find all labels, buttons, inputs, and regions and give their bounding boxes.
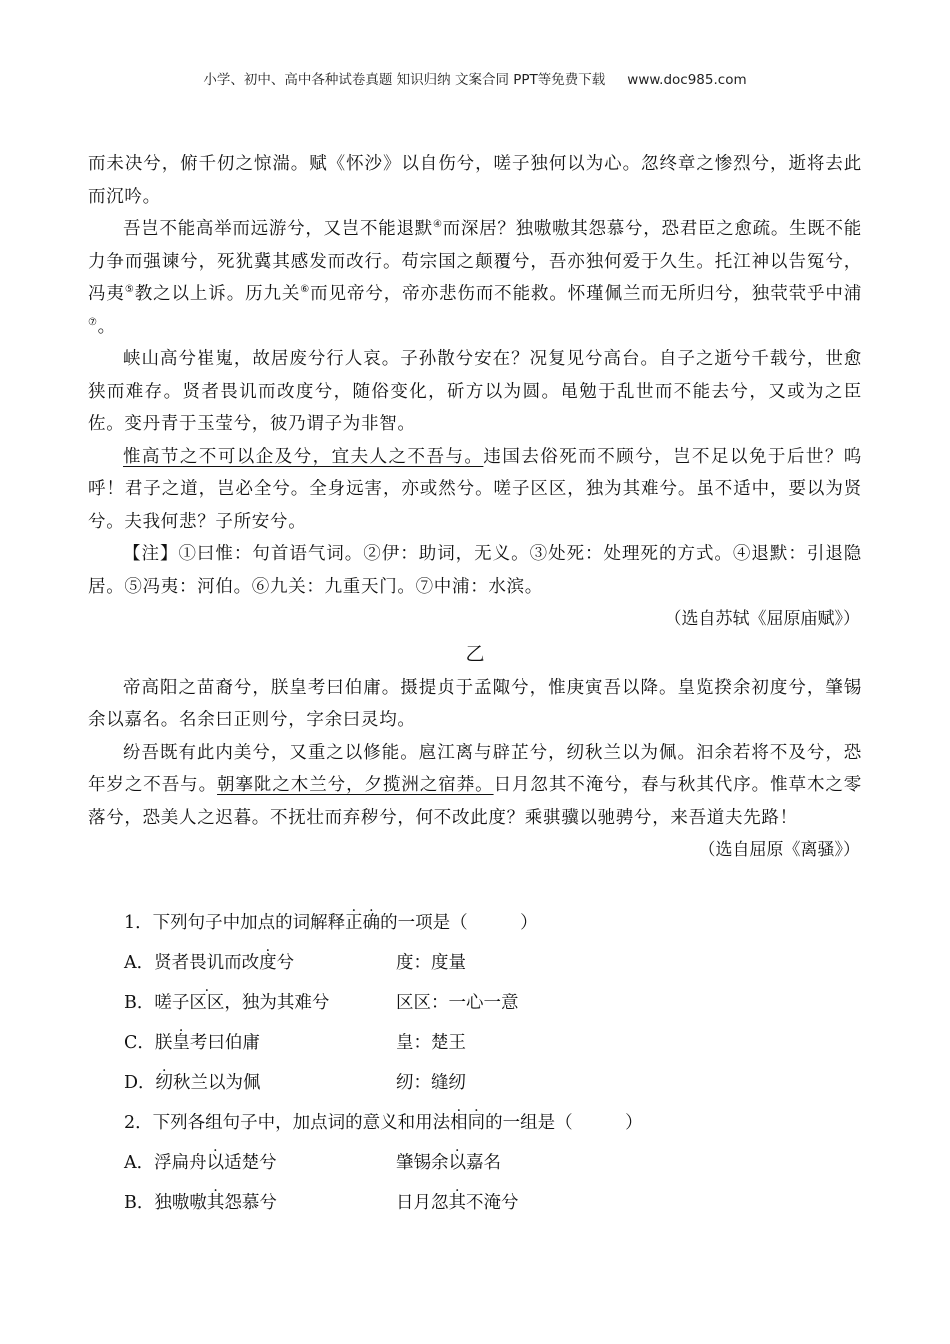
section-title-b: 乙 bbox=[465, 642, 485, 665]
option-label: C． bbox=[124, 1033, 155, 1053]
dotted-word: 区区 bbox=[189, 993, 225, 1013]
q1-dotted-char-1: 正 bbox=[345, 913, 363, 933]
q1-stem-post: 的一项是（ ） bbox=[380, 913, 538, 933]
passage-a-p3: 峡山高兮崔嵬，故居废兮行人哀。子孙散兮安在？况复见兮高台。自子之逝兮千载兮，世愈狭而难存。贤者畏讥而改度兮，随俗变化，斫方以为圆。黾勉于乱世而不能去兮，又或为之臣佐。变丹青于玉莹兮，彼乃谓子为非智。 bbox=[88, 349, 862, 434]
note-ref-4: ④ bbox=[432, 219, 443, 231]
q2-dotted-char-1: 相 bbox=[450, 1113, 468, 1133]
source-a: （选自苏轼《屈原庙赋》） bbox=[664, 609, 860, 629]
option-text: 朕 bbox=[154, 1033, 173, 1053]
passage-a-p1: 而未决兮，俯千仞之惊湍。赋《怀沙》以自伤兮，嗟子独何以为心。忽终章之惨烈兮，逝将去此而沉吟。 bbox=[88, 154, 862, 207]
passage-a-p4 bbox=[88, 441, 862, 539]
note-ref-5: ⑤ bbox=[124, 284, 135, 296]
source-b: （选自屈原《离骚》） bbox=[698, 840, 860, 860]
q2-option-b[interactable] bbox=[124, 1193, 864, 1213]
annotation-note: 【注】①曰惟：句首语气词。②伊：助词，无义。③处死：处理死的方式。④退默：引退隐居。⑤冯夷：河伯。⑥九关：九重天门。⑦中浦：水滨。 bbox=[88, 544, 862, 597]
q1-option-b[interactable] bbox=[124, 993, 864, 1013]
option-label: B． bbox=[124, 993, 155, 1013]
option-text: 考曰伯庸 bbox=[189, 1033, 260, 1053]
option-gloss: 纫：缝纫 bbox=[396, 1073, 466, 1093]
option-text: 日月忽 bbox=[396, 1193, 449, 1213]
q1-option-a[interactable] bbox=[124, 953, 864, 973]
q1-stem-pre: 1．下列句子中加点的词解释 bbox=[124, 913, 346, 933]
header-text: 小学、初中、高中各种试卷真题 知识归纳 文案合同 PPT等免费下载 bbox=[203, 72, 606, 88]
option-text: 贤者畏讥而改 bbox=[154, 953, 260, 973]
p2-text-4: 而见帝兮，帝亦悲伤而不能救。怀瑾佩兰而无所归兮，独茕茕乎中浦 bbox=[310, 284, 862, 304]
dotted-word: 其 bbox=[206, 1193, 225, 1213]
dotted-word: 皇 bbox=[172, 1033, 190, 1053]
dotted-word: 纫 bbox=[155, 1073, 174, 1093]
note-ref-6: ⑥ bbox=[300, 284, 311, 296]
passage-a-p2 bbox=[88, 213, 862, 343]
b-p2-text-a: 纷吾既有此内美兮，又重之以修能。扈江离与辟芷兮，纫秋兰以为佩。汩余若将不及兮，恐年岁之不吾与。 bbox=[88, 742, 862, 795]
option-label: A． bbox=[124, 1153, 155, 1173]
option-text: 嘉名 bbox=[466, 1153, 501, 1173]
option-gloss: 皇：楚王 bbox=[396, 1033, 466, 1053]
underlined-sentence-b: 朝搴阰之木兰兮，夕揽洲之宿莽。 bbox=[217, 775, 494, 795]
p2-text-2: 而深居？独嗷嗷其怨慕兮，恐君臣之愈疏。生既不能力争而强谏兮，死犹冀其感发而改行。苟宗国之颠覆兮，吾亦独何爱于久生。托江神以告冤兮，冯夷 bbox=[88, 219, 862, 304]
b-p2-text-b: 日月忽其不淹兮，春与秋其代序。惟草木之零落兮，恐美人之迟暮。不抚壮而弃秽兮，何不改此度？乘骐骥以驰骋兮，来吾道夫先路！ bbox=[88, 775, 863, 828]
underlined-sentence-a: 惟高节之不可以企及兮，宜夫人之不吾与。 bbox=[123, 446, 484, 467]
option-text: 不淹兮 bbox=[466, 1193, 519, 1213]
option-label: B． bbox=[124, 1193, 155, 1213]
dotted-word: 度 bbox=[259, 953, 277, 973]
option-label: D． bbox=[124, 1073, 156, 1093]
dotted-word: 以 bbox=[448, 1153, 466, 1173]
option-second-sentence bbox=[396, 1193, 519, 1213]
dotted-word: 其 bbox=[448, 1193, 466, 1213]
page-header bbox=[0, 68, 950, 88]
q2-stem-pre: 2．下列各组句子中，加点词的意义和用法 bbox=[124, 1113, 451, 1133]
option-second-sentence bbox=[396, 1153, 501, 1173]
option-label: A． bbox=[124, 953, 155, 973]
p4-rest: 违国去俗死而不顾兮，岂不足以免于后世？呜呼！君子之道，岂必全兮。全身远害，亦或然兮。嗟子区区，独为其难兮。虽不适中，要以为贤兮。夫我何悲？子所安兮。 bbox=[88, 446, 862, 532]
option-gloss: 度：度量 bbox=[396, 953, 466, 973]
header-site-link[interactable]: www.doc985.com bbox=[627, 72, 747, 88]
option-text: 适楚兮 bbox=[224, 1153, 277, 1173]
passage-body bbox=[88, 148, 862, 867]
option-text: ，独为其难兮 bbox=[224, 993, 330, 1013]
q1-option-c[interactable] bbox=[124, 1033, 864, 1053]
q2-stem-post: 的一组是（ ） bbox=[485, 1113, 643, 1133]
question-1-stem bbox=[124, 913, 864, 933]
q1-dotted-char-2: 确 bbox=[362, 913, 381, 933]
p2-text-3: 教之以上诉。历九关 bbox=[134, 284, 301, 304]
passage-b-p2 bbox=[88, 737, 862, 835]
p2-text-5: 。 bbox=[97, 316, 116, 337]
option-text: 浮扁舟 bbox=[154, 1153, 207, 1173]
option-text: 兮 bbox=[276, 953, 295, 973]
p2-text-1: 吾岂不能高举而远游兮，又岂不能退默 bbox=[123, 219, 433, 239]
question-2-stem bbox=[124, 1113, 864, 1133]
q1-option-d[interactable] bbox=[124, 1073, 864, 1093]
q2-dotted-char-2: 同 bbox=[467, 1113, 486, 1133]
option-text: 秋兰以为佩 bbox=[173, 1073, 261, 1093]
q2-option-a[interactable] bbox=[124, 1153, 864, 1173]
option-text: 肇锡余 bbox=[396, 1153, 449, 1173]
dotted-word: 以 bbox=[206, 1153, 225, 1173]
option-gloss: 区区：一心一意 bbox=[396, 993, 519, 1013]
option-text: 怨慕兮 bbox=[224, 1193, 277, 1213]
option-text: 独嗷嗷 bbox=[154, 1193, 207, 1213]
passage-b-p1: 帝高阳之苗裔兮，朕皇考曰伯庸。摄提贞于孟陬兮，惟庚寅吾以降。皇览揆余初度兮，肇锡余以嘉名。名余曰正则兮，字余曰灵均。 bbox=[88, 677, 862, 730]
option-text: 嗟子 bbox=[154, 993, 190, 1013]
note-ref-7: ⑦ bbox=[88, 316, 98, 328]
